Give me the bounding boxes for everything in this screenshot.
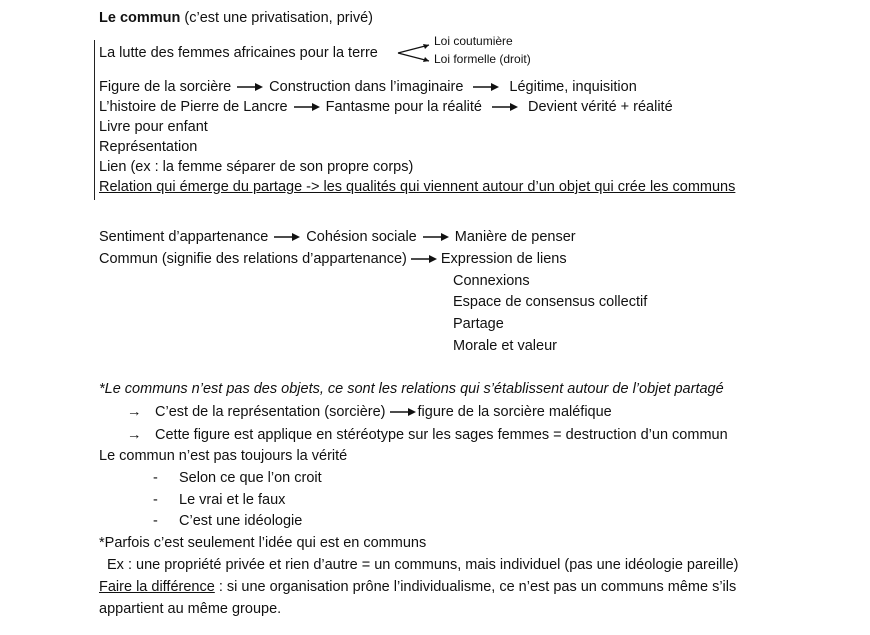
- commun-list-item: Espace de consensus collectif: [453, 294, 648, 310]
- branch-loi-coutumiere: Loi coutumière: [434, 34, 513, 48]
- arrow-right-icon: [411, 254, 437, 264]
- arrow-right-icon: [473, 82, 499, 92]
- lutte-line: La lutte des femmes africaines pour la terre: [99, 45, 378, 61]
- arrow-bullet-icon: →: [127, 427, 142, 443]
- sorciere-line: [99, 78, 637, 96]
- arrow-line-1-text: C’est de la représentation (sorcière): [155, 404, 386, 420]
- dash-item-text: C’est une idéologie: [179, 513, 303, 529]
- sorciere-step-3: Légitime, inquisition: [509, 79, 637, 95]
- dash-bullet: -: [153, 470, 158, 486]
- arrow-line-1: [127, 403, 612, 421]
- commun-list-item: Partage: [453, 316, 504, 332]
- line-lien: Lien (ex : la femme séparer de son propre corps): [99, 159, 414, 175]
- page-title: [99, 9, 373, 27]
- arrow-line-2: [127, 426, 728, 444]
- arrow-right-icon: [390, 407, 416, 417]
- lancre-step-3: Devient vérité + réalité: [527, 99, 673, 115]
- title-bold: Le commun: [99, 10, 181, 26]
- sorciere-step-1: Figure de la sorcière: [99, 79, 232, 95]
- example-line: Ex : une propriété privée et rien d’autre = un communs, mais individuel (pas une idéologie pareille): [107, 557, 739, 573]
- difference-line-2: appartient au même groupe.: [99, 601, 282, 617]
- sentiment-line: [99, 228, 576, 246]
- arrow-line-1-result: figure de la sorcière maléfique: [417, 404, 612, 420]
- dash-bullet: -: [153, 513, 158, 529]
- commun-list-item: Expression de liens: [440, 251, 567, 267]
- lancre-step-2: Fantasme pour la réalité: [325, 99, 482, 115]
- sorciere-step-2: Construction dans l’imaginaire: [269, 79, 464, 95]
- commun-text: Commun (signifie des relations d’appartenance): [99, 251, 407, 267]
- difference-text: : si une organisation prône l’individualisme, ce n’est pas un communs même s’ils: [214, 579, 737, 595]
- commun-line: [99, 250, 567, 268]
- left-margin-bar: [94, 40, 95, 200]
- arrow-right-icon: [274, 232, 300, 242]
- line-representation: Représentation: [99, 139, 198, 155]
- verite-line: Le commun n’est pas toujours la vérité: [99, 448, 348, 464]
- dash-item: [153, 469, 322, 487]
- dash-bullet: -: [153, 492, 158, 508]
- line-livre: Livre pour enfant: [99, 119, 208, 135]
- branch-loi-formelle: Loi formelle (droit): [434, 52, 531, 66]
- arrow-right-icon: [423, 232, 449, 242]
- dash-item: [153, 512, 302, 530]
- parfois-line: *Parfois c’est seulement l’idée qui est en communs: [99, 535, 427, 551]
- arrow-right-icon: [294, 102, 320, 112]
- difference-label: Faire la différence: [99, 579, 215, 595]
- dash-item-text: Le vrai et le faux: [179, 492, 286, 508]
- dash-item: [153, 491, 285, 509]
- lancre-step-1: L’histoire de Pierre de Lancre: [99, 99, 288, 115]
- commun-list-item: Morale et valeur: [453, 338, 557, 354]
- note-communs: *Le communs n’est pas des objets, ce sont les relations qui s’établissent autour de l’objet partagé: [99, 381, 724, 397]
- arrow-bullet-icon: →: [127, 404, 142, 420]
- sentiment-step-2: Cohésion sociale: [306, 229, 417, 245]
- sentiment-step-1: Sentiment d’appartenance: [99, 229, 269, 245]
- arrow-right-icon: [237, 82, 263, 92]
- difference-line: [99, 578, 736, 596]
- arrow-right-icon: [492, 102, 518, 112]
- branch-arrow-icon: [395, 41, 433, 65]
- lancre-line: [99, 98, 673, 116]
- dash-item-text: Selon ce que l’on croit: [179, 470, 322, 486]
- title-rest: (c’est une privatisation, privé): [180, 10, 373, 26]
- commun-list-item: Connexions: [453, 273, 530, 289]
- arrow-line-2-text: Cette figure est applique en stéréotype sur les sages femmes = destruction d’un commun: [155, 427, 728, 443]
- line-relation: Relation qui émerge du partage -> les qualités qui viennent autour d’un objet qui crée les communs: [99, 179, 736, 195]
- sentiment-step-3: Manière de penser: [454, 229, 576, 245]
